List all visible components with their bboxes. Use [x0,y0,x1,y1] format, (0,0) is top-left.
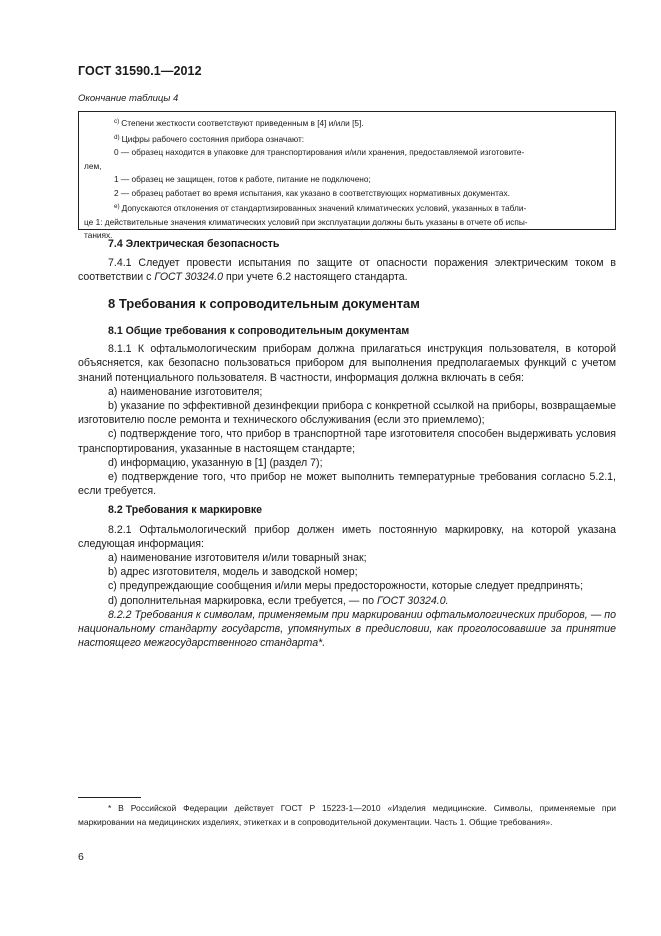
table-continuation-caption: Окончание таблицы 4 [78,93,179,104]
note-d: $^{d)}$ Цифры рабочего состояния прибора означают: [114,133,305,144]
ref-gost-30324-marking: ГОСТ 30324.0. [376,594,449,607]
note-d-state-1: 1 — образец не защищен, готов к работе, питание не подключено; [114,174,371,184]
page-number: 6 [78,851,84,863]
note-d-state-0-cont: лем, [84,160,102,171]
section-7-4-title: 7.4 Электрическая безопасность [108,238,280,250]
section-8-1-title: 8.1 Общие требования к сопроводительным документам [108,325,410,337]
list-item-8-1-1-b: b) указание по эффективной дезинфекции прибора с конкретной ссылкой на приборы, возвращаемые изготовителю после ремонта и технического обслуживания (если это приемлемо); [78,400,616,427]
note-e-cont: це 1: действительные значения климатических условий при эксплуатации должны быть указаны в отчете об испы- [84,216,528,227]
footnote-text: * В Российской Федерации действует ГОСТ Р 15223-1—2010 «Изделия медицинские. Символы, применяемые при маркировании на медицинских изделиях, этикетках и в сопроводительной документации. Часть 1. Общие требования». [78,803,616,827]
section-8-title: 8 Требования к сопроводительным документам [108,296,420,311]
list-item-8-2-1-c: c) предупреждающие сообщения и/или меры предосторожности, которые следует предпринять; [108,580,584,593]
paragraph-7-4-1: 7.4.1 Следует провести испытания по защите от опасности поражения электрическим током в соответствии с ГОСТ 30324.0 при учете 6.2 настоящего стандарта. [78,257,616,284]
footnote-separator [78,797,141,798]
paragraph-8-1-1: 8.1.1 К офтальмологическим приборам должна прилагаться инструкция пользователя, в которой объясняется, как безопасно пользоваться прибором для выполнения предполагаемых функций с учетом знаний потенциального пользователя. В частности, информация должна включать в себя: [78,343,616,384]
paragraph-8-2-1: 8.2.1 Офтальмологический прибор должен иметь постоянную маркировку, на которой указана следующая информация: [78,523,616,550]
document-code-header: ГОСТ 31590.1—2012 [78,64,202,78]
table-notes-box [78,111,616,240]
note-e: $^{e)}$ Допускаются отклонения от стандартизированных значений климатических условий, указанных в табли- [114,203,527,213]
note-c: $^{c)}$ Степени жесткости соответствуют приведенным в [4] и/или [5]. [114,118,364,128]
ref-gost-30324: ГОСТ 30324.0 [154,271,224,284]
list-item-8-2-1-b: b) адрес изготовителя, модель и заводской номер; [108,566,358,579]
list-item-8-1-1-d: d) информацию, указанную в [1] (раздел 7); [108,456,323,469]
list-item-8-2-1-d: d) дополнительная маркировка, если требуется, — по ГОСТ 30324.0. [108,594,449,607]
paragraph-8-2-2: 8.2.2 Требования к символам, применяемым при маркировании офтальмологических приборов, — по национальному стандарту государств, упомянутых в предисловии, как проголосовавшие за принятие настоящего межгосударственного стандарта*. [78,608,616,650]
list-item-8-1-1-a: a) наименование изготовителя; [108,385,263,398]
section-8 [78,324,616,650]
note-d-state-2: 2 — образец работает во время испытания, как указано в соответствующих нормативных документах. [114,187,510,198]
list-item-8-1-1-e: e) подтверждение того, что прибор не может выполнить температурные требования согласно 5.2.1, если требуется. [78,471,616,498]
list-item-8-1-1-c: c) подтверждение того, что прибор в транспортной таре изготовителя способен выдерживать условия транспортирования, указанные в настоящем стандарте; [78,428,616,455]
note-e-cont-2: таниях. [84,230,113,240]
list-item-8-2-1-a: a) наименование изготовителя и/или товарный знак; [108,552,367,565]
note-d-state-0: 0 — образец находится в упаковке для транспортирования и/или хранения, предоставляемой изготовите- [114,147,525,157]
section-8-2-title: 8.2 Требования к маркировке [108,504,263,517]
footnote [78,801,616,829]
section-7-4 [78,237,616,285]
